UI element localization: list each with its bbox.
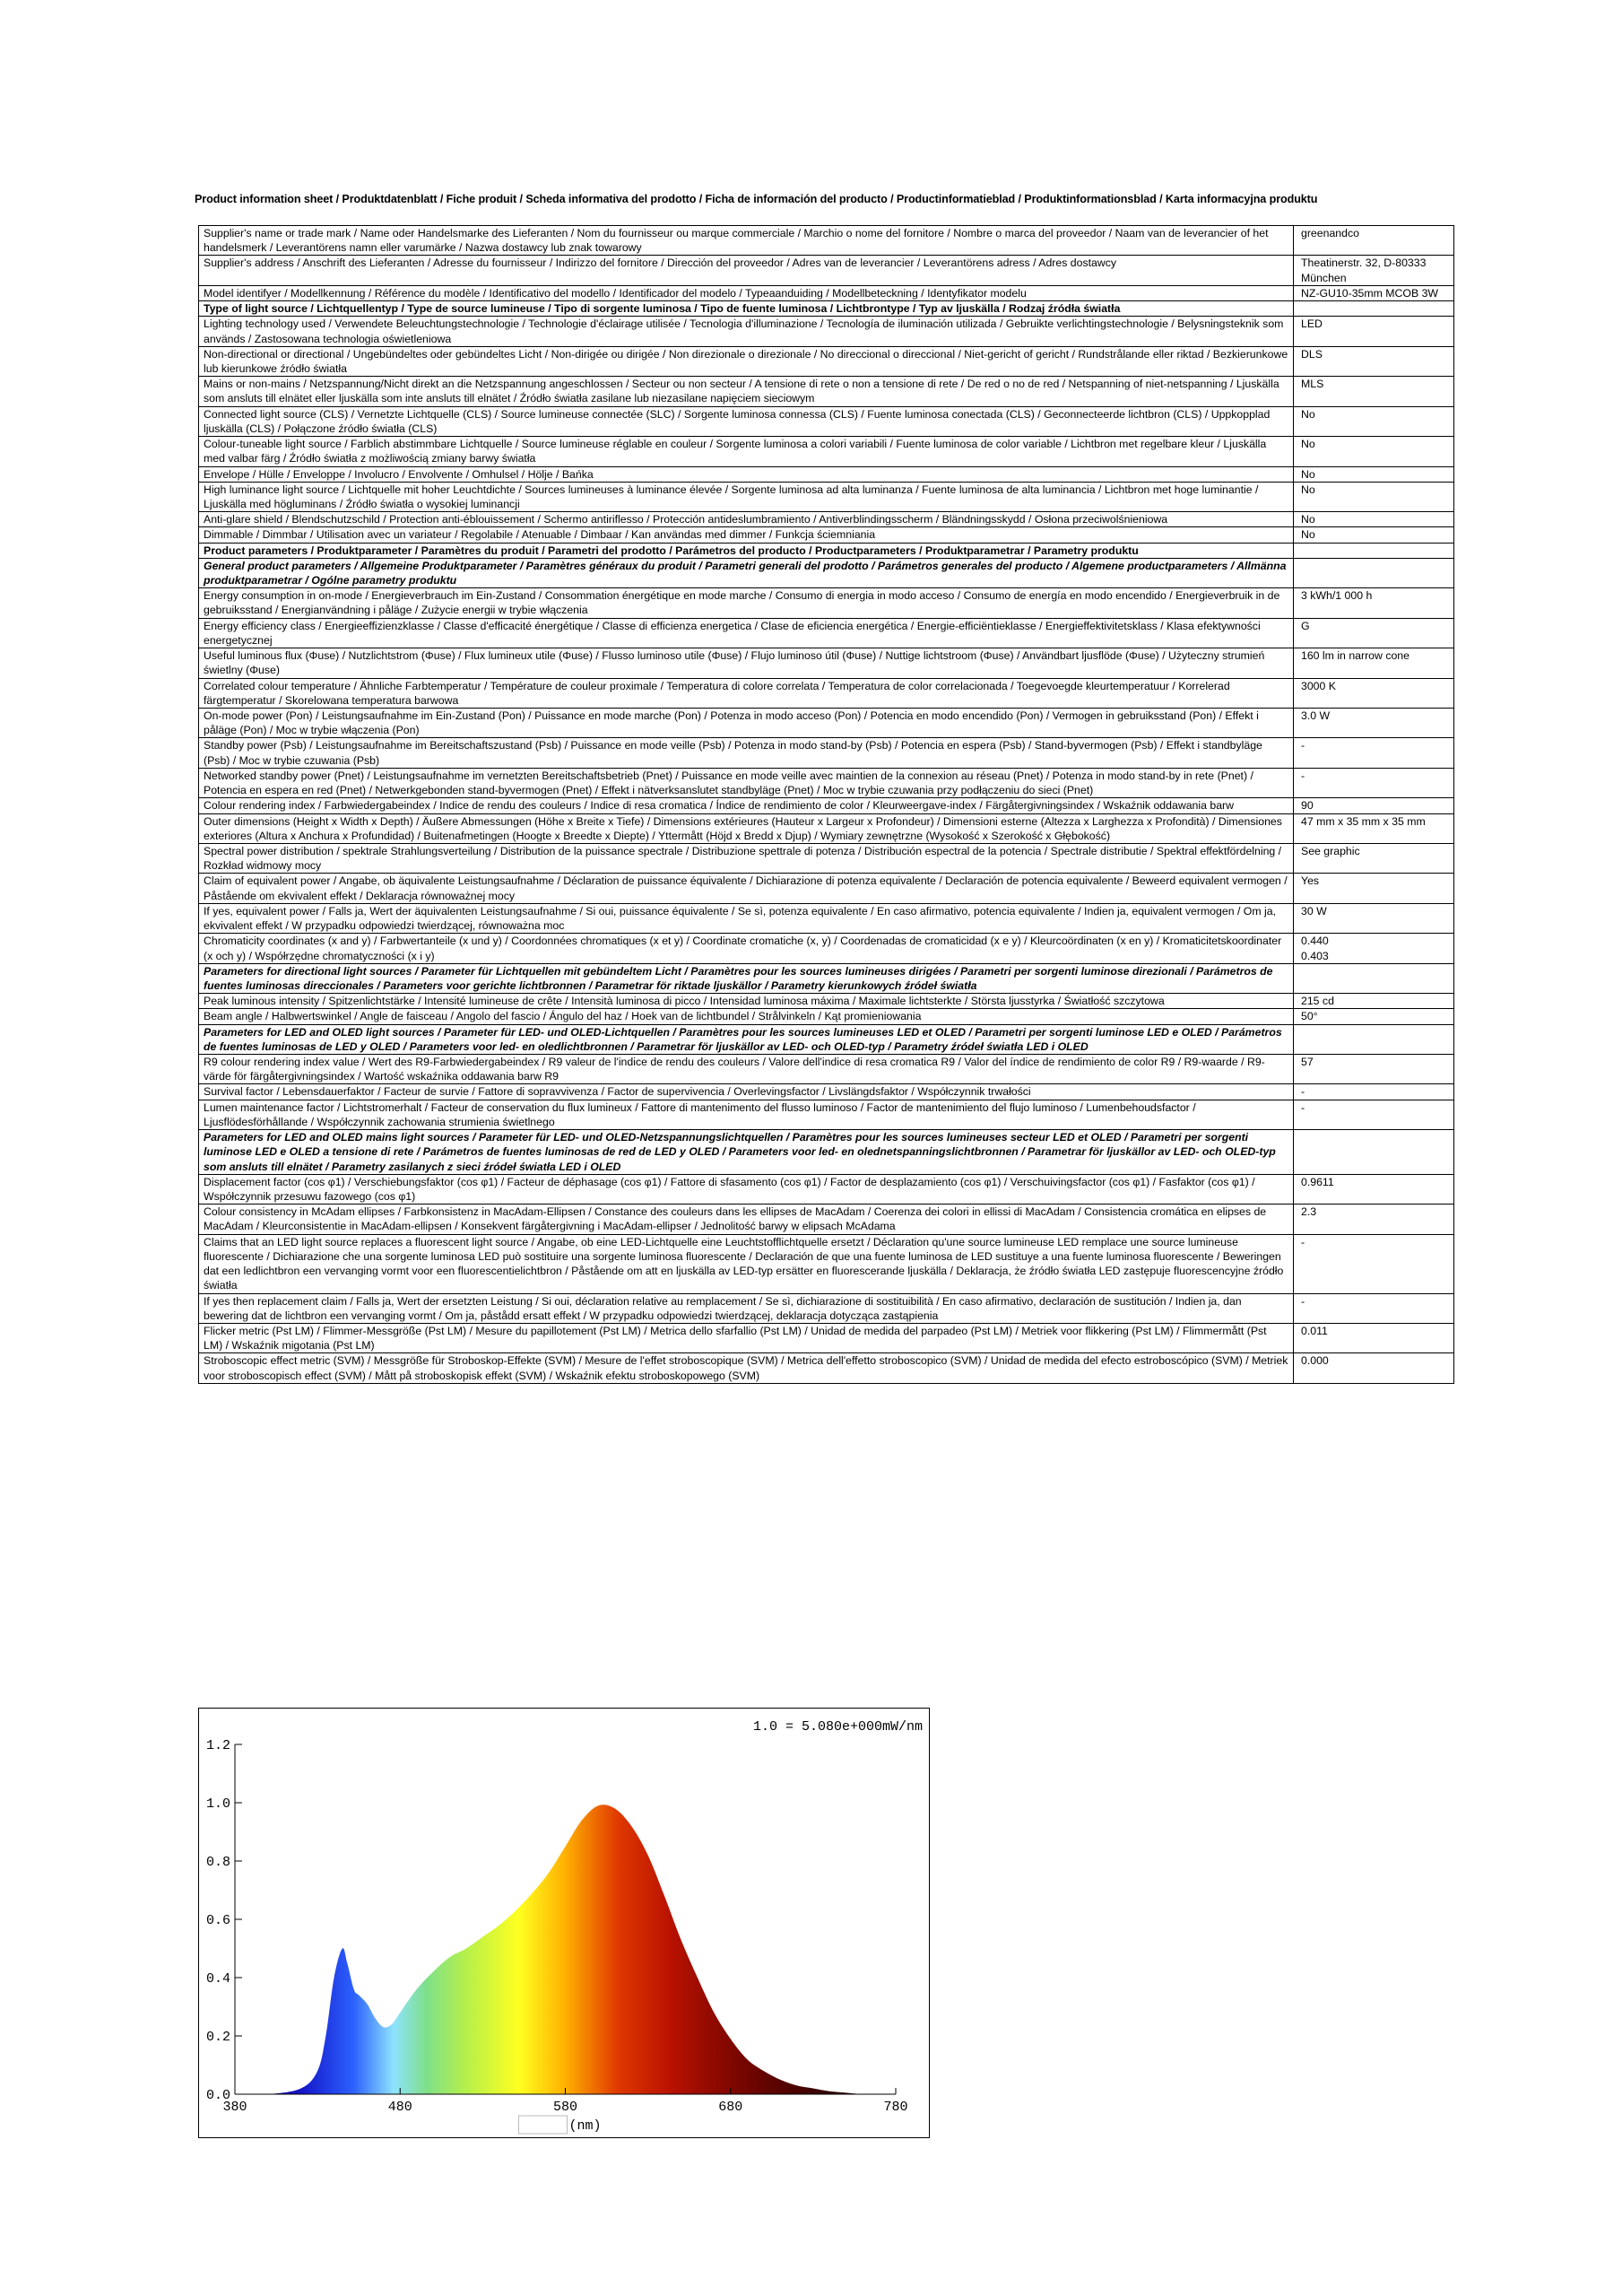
- row-value: No: [1294, 437, 1454, 466]
- row-label: Standby power (Psb) / Leistungsaufnahme im Bereitschaftszustand (Psb) / Puissance en mode veille (Psb) / Potenza in modo stand-by (Psb) / Potencia en espera (Psb) / Stand-byvermogen (Psb) / Effekt i standbyläge (Psb) / Moc w trybie czuwania (Psb): [199, 738, 1294, 768]
- product-info-table: [198, 225, 1454, 1384]
- y-tick-label: 0.4: [205, 1971, 230, 1987]
- table-row: [199, 709, 1454, 738]
- row-label: R9 colour rendering index value / Wert des R9-Farbwiedergabeindex / R9 valeur de l'indice de rendu des couleurs / Valore dell'indice di resa cromatica R9 / Valor del índice de rendimiento de color R9 / R9-waarde / R9-värde för färgåtergivningsindex / Wartość wskaźnika oddawania barw R9: [199, 1055, 1294, 1084]
- spectrum-area: [235, 1805, 896, 2094]
- table-row: [199, 1024, 1454, 1054]
- row-value: [1294, 543, 1454, 558]
- table-row: [199, 768, 1454, 797]
- row-label: Outer dimensions (Height x Width x Depth) / Äußere Abmessungen (Höhe x Breite x Tiefe) / Dimensions extérieures (Hauteur x Largeur x Profondeur) / Dimensioni esterne (Altezza x Larghezza x Profondità) / Dimensiones exteriores (Altura x Anchura x Profundidad) / Buitenafmetingen (Hoogte x Breedte x Diepte) / Yttermått (Höjd x Bredd x Djup) / Wymiary zewnętrzne (Wysokość x Szerokość x Głębokość): [199, 813, 1294, 843]
- table-row: [199, 588, 1454, 618]
- row-value: -: [1294, 1100, 1454, 1129]
- row-value: 0.011: [1294, 1323, 1454, 1352]
- row-label: Flicker metric (Pst LM) / Flimmer-Messgröße (Pst LM) / Mesure du papillotement (Pst LM) / Metrica dello sfarfallio (Pst LM) / Unidad de medida del parpadeo (Pst LM) / Metriek voor flikkering (Pst LM) / Flimmermått (Pst LM) / Wskaźnik migotania (Pst LM): [199, 1323, 1294, 1352]
- y-tick-label: 1.2: [205, 1738, 230, 1753]
- table-row: [199, 1234, 1454, 1293]
- xlabel-box: [519, 2116, 568, 2134]
- row-value: Theatinerstr. 32, D-80333 München: [1294, 256, 1454, 285]
- table-row: [199, 317, 1454, 346]
- row-label: Parameters for LED and OLED light sources / Parameter für LED- und OLED-Lichtquellen / Paramètres pour les sources lumineuses LED et OLED / Parametri per sorgenti luminose LED e OLED / Parámetros de fuentes luminosas de LED y OLED / Parameters voor led- en oledlichtbronnen / Parametrar för ljuskällor av LED- och OLED-typ / Parametry źródeł światła LED i OLED: [199, 1024, 1294, 1054]
- row-value: Yes: [1294, 874, 1454, 903]
- x-axis-label: (nm): [568, 2118, 602, 2134]
- row-value: [1294, 301, 1454, 317]
- table-row: [199, 512, 1454, 527]
- row-value: -: [1294, 1084, 1454, 1100]
- table-row: [199, 1055, 1454, 1084]
- row-label: Chromaticity coordinates (x and y) / Farbwertanteile (x und y) / Coordonnées chromatiques (x et y) / Coordinate cromatiche (x, y) / Coordenadas de cromaticidad (x e y) / Kleurcoördinaten (x en y) / Kromaticitetskoordinater (x och y) / Współrzędne chromatyczności (x i y): [199, 934, 1294, 963]
- row-label: Model identifyer / Modellkennung / Référence du modèle / Identificativo del modello / Identificador del modelo / Typeaanduiding / Modellbeteckning / Identyfikator modelu: [199, 285, 1294, 300]
- table-row: [199, 543, 1454, 558]
- page-title: Product information sheet / Produktdatenblatt / Fiche produit / Scheda informativa del prodotto / Ficha de información del producto / Productinformatieblad / Produktinformationsblad / Karta informacyjna produktu: [195, 193, 1318, 205]
- row-label: Connected light source (CLS) / Vernetzte Lichtquelle (CLS) / Source lumineuse connectée (SLC) / Sorgente luminosa connessa (CLS) / Fuente luminosa conectada (CLS) / Geconnecteerde lichtbron (CLS) / Uppkopplad ljuskälla (CLS) / Połączone źródło światła (CLS): [199, 406, 1294, 436]
- row-label: Survival factor / Lebensdauerfaktor / Facteur de survie / Fattore di sopravvivenza / Factor de supervivencia / Overlevingsfactor / Livslängdsfaktor / Współczynnik trwałości: [199, 1084, 1294, 1100]
- table-row: [199, 256, 1454, 285]
- row-value: LED: [1294, 317, 1454, 346]
- row-value: NZ-GU10-35mm MCOB 3W: [1294, 285, 1454, 300]
- table-row: [199, 1130, 1454, 1175]
- row-label: Claims that an LED light source replaces a fluorescent light source / Angabe, ob eine LED-Lichtquelle eine Leuchtstofflichtquelle ersetzt / Déclaration qu'une source lumineuse LED remplace une source lumineuse fluorescente / Dichiarazione che una sorgente luminosa LED può sostituire una sorgente luminosa fluorescente / Declaración de que una fuente luminosa de LED sustituye a una fuente luminosa fluorescente / Beweringen dat een ledlichtbron een vervanging vormt voor een fluorescentielichtbron / Påstående om att en ljuskälla av LED-typ ersätter en fluorescerande ljuskälla / Deklaracja, że źródło światła LED zastępuje fluorescencyjne źródło światła: [199, 1234, 1294, 1293]
- row-label: Anti-glare shield / Blendschutzschild / Protection anti-éblouissement / Schermo antiriflesso / Protección antideslumbramiento / Antiverblindingsscherm / Bländningsskydd / Osłona przeciwolśnieniowa: [199, 512, 1294, 527]
- row-value: 90: [1294, 798, 1454, 813]
- x-tick-label: 680: [718, 2100, 743, 2115]
- table-row: [199, 1323, 1454, 1352]
- row-label: Colour rendering index / Farbwiedergabeindex / Indice de rendu des couleurs / Indice di resa cromatica / Índice de rendimiento de color / Kleurweergave-index / Färgåtergivningsindex / Wskaźnik oddawania barw: [199, 798, 1294, 813]
- row-value: -: [1294, 738, 1454, 768]
- row-label: Product parameters / Produktparameter / Paramètres du produit / Parametri del prodotto / Parámetros del producto / Productparameters / Produktparametrar / Parametry produktu: [199, 543, 1294, 558]
- row-value: [1294, 963, 1454, 993]
- table-row: [199, 813, 1454, 843]
- row-label: Displacement factor (cos φ1) / Verschiebungsfaktor (cos φ1) / Facteur de déphasage (cos φ1) / Fattore di sfasamento (cos φ1) / Factor de desplazamiento (cos φ1) / Verschuivingsfactor (cos φ1) / Fasfaktor (cos φ1) / Współczynnik przesuwu fazowego (cos φ1): [199, 1174, 1294, 1204]
- x-tick-label: 380: [222, 2100, 247, 2115]
- table-row: [199, 963, 1454, 993]
- row-value: DLS: [1294, 346, 1454, 376]
- row-value: 2.3: [1294, 1205, 1454, 1234]
- row-value: MLS: [1294, 377, 1454, 406]
- x-tick-label: 480: [387, 2100, 412, 2115]
- row-label: On-mode power (Pon) / Leistungsaufnahme im Ein-Zustand (Pon) / Puissance en mode marche (Pon) / Potenza in modo acceso (Pon) / Potencia en modo encendido (Pon) / Vermogen in gebruiksstand (Pon) / Effekt i påläge (Pon) / Moc w trybie włączenia (Pon): [199, 709, 1294, 738]
- row-label: Colour consistency in McAdam ellipses / Farbkonsistenz in MacAdam-Ellipsen / Constance des couleurs dans les ellipses de MacAdam / Coerenza dei colori in ellissi di MacAdam / Consistencia cromática en elipses de MacAdam / Kleurconsistentie in MacAdam-ellipsen / Konsekvent färgåtergivning i MacAdam-ellipser / Jednolitość barwy w elipsach McAdama: [199, 1205, 1294, 1234]
- row-label: Energy efficiency class / Energieeffizienzklasse / Classe d'efficacité énergétique / Classe di efficienza energetica / Clase de eficiencia energética / Energie-efficiëntieklasse / Energieffektivitetsklass / Klasa efektywności energetycznej: [199, 618, 1294, 648]
- table-row: [199, 738, 1454, 768]
- table-row: [199, 466, 1454, 482]
- row-value: greenandco: [1294, 226, 1454, 256]
- row-value: 160 lm in narrow cone: [1294, 648, 1454, 678]
- row-value: [1294, 1130, 1454, 1175]
- chart-annotation: 1.0 = 5.080e+000mW/nm: [752, 1719, 923, 1735]
- row-value: 57: [1294, 1055, 1454, 1084]
- table-row: [199, 1205, 1454, 1234]
- row-label: Colour-tuneable light source / Farblich abstimmbare Lichtquelle / Source lumineuse réglable en couleur / Sorgente luminosa a colori variabili / Fuente luminosa de color variable / Lichtbron met regelbare kleur / Ljuskälla med valbar färg / Źródło światła z możliwością zmiany barwy światła: [199, 437, 1294, 466]
- table-row: [199, 527, 1454, 543]
- row-label: Peak luminous intensity / Spitzenlichtstärke / Intensité lumineuse de crête / Intensità luminosa di picco / Intensidad luminosa máxima / Maximale lichtsterkte / Största ljusstyrka / Światłość szczytowa: [199, 994, 1294, 1009]
- row-value: 0.9611: [1294, 1174, 1454, 1204]
- table-row: [199, 482, 1454, 511]
- x-tick-label: 780: [883, 2100, 908, 2115]
- y-tick-label: 0.6: [205, 1913, 230, 1928]
- row-label: Energy consumption in on-mode / Energieverbrauch im Ein-Zustand / Consommation énergétique en mode marche / Consumo di energia in modo acceso / Consumo de energía en modo encendido / Energieverbruik in de gebruiksstand / Energianvändning i påläge / Zużycie energii w trybie włączenia: [199, 588, 1294, 618]
- row-label: Networked standby power (Pnet) / Leistungsaufnahme im vernetzten Bereitschaftsbetrieb (Pnet) / Puissance en mode veille avec maintien de la connexion au réseau (Pnet) / Potenza in modo stand-by in rete (Pnet) / Potencia en espera en red (Pnet) / Netwerkgebonden stand-byvermogen (Pnet) / Effekt i nätverksanslutet standbyläge (Pnet) / Moc w trybie czuwania przy podłączeniu do sieci (Pnet): [199, 768, 1294, 797]
- row-value: No: [1294, 466, 1454, 482]
- row-label: Envelope / Hülle / Enveloppe / Involucro / Envolvente / Omhulsel / Hölje / Bańka: [199, 466, 1294, 482]
- row-label: Supplier's name or trade mark / Name oder Handelsmarke des Lieferanten / Nom du fournisseur ou marque commerciale / Marchio o nome del fornitore / Nombre o marca del proveedor / Naam van de leverancier of het handelsmerk / Leverantörens namn eller varumärke / Nazwa dostawcy lub znak towarowy: [199, 226, 1294, 256]
- row-value: 0.000: [1294, 1353, 1454, 1383]
- table-row: [199, 1009, 1454, 1024]
- table-row: [199, 1084, 1454, 1100]
- row-value: -: [1294, 1293, 1454, 1323]
- row-value: 30 W: [1294, 903, 1454, 933]
- row-label: Lumen maintenance factor / Lichtstromerhalt / Facteur de conservation du flux lumineux / Fattore di mantenimento del flusso luminoso / Factor de mantenimiento del flujo luminoso / Lumenbehoudsfactor / Ljusflödesförhållande / Współczynnik zachowania strumienia świetlnego: [199, 1100, 1294, 1129]
- table-row: [199, 226, 1454, 256]
- y-tick-label: 0.8: [205, 1855, 230, 1870]
- table-row: [199, 1293, 1454, 1323]
- row-label: Supplier's address / Anschrift des Lieferanten / Adresse du fournisseur / Indirizzo del fornitore / Dirección del proveedor / Adres van de leverancier / Leverantörens adress / Adres dostawcy: [199, 256, 1294, 285]
- table-row: [199, 874, 1454, 903]
- table-row: [199, 1353, 1454, 1383]
- table-row: [199, 618, 1454, 648]
- row-label: High luminance light source / Lichtquelle mit hoher Leuchtdichte / Sources lumineuses à luminance élevée / Sorgente luminosa ad alta luminanza / Fuente luminosa de alta luminancia / Lichtbron met hoge luminantie / Ljuskälla med högluminans / Źródło światła o wysokiej luminancji: [199, 482, 1294, 511]
- row-value: 3 kWh/1 000 h: [1294, 588, 1454, 618]
- row-value: 215 cd: [1294, 994, 1454, 1009]
- y-tick-label: 0.2: [205, 2030, 230, 2045]
- row-value: 47 mm x 35 mm x 35 mm: [1294, 813, 1454, 843]
- row-label: Parameters for directional light sources / Parameter für Lichtquellen mit gebündeltem Licht / Paramètres pour les sources lumineuses dirigées / Parametri per sorgenti luminose direzionali / Parámetros de fuentes luminosas direccionales / Parameters voor gerichte lichtbronnen / Parametrar för riktade ljuskällor / Parametry kierunkowych źródeł światła: [199, 963, 1294, 993]
- y-tick-label: 1.0: [205, 1796, 230, 1812]
- row-label: General product parameters / Allgemeine Produktparameter / Paramètres généraux du produit / Parametri generali del prodotto / Parámetros generales del producto / Algemene productparameters / Allmänna produktparametrar / Ogólne parametry produktu: [199, 558, 1294, 587]
- row-label: Correlated colour temperature / Ähnliche Farbtemperatur / Température de couleur proximale / Temperatura di colore correlata / Temperatura de color correlacionada / Toegevoegde kleurtemperatuur / Korrelerad färgtemperatur / Skorelowana temperatura barwowa: [199, 678, 1294, 708]
- spectral-power-chart: [198, 1708, 930, 2138]
- row-value: 3000 K: [1294, 678, 1454, 708]
- spectral-chart-svg: [199, 1709, 931, 2139]
- table-row: [199, 678, 1454, 708]
- row-label: Dimmable / Dimmbar / Utilisation avec un variateur / Regolabile / Atenuable / Dimbaar / Kan användas med dimmer / Funkcja ściemniania: [199, 527, 1294, 543]
- table-row: [199, 346, 1454, 376]
- row-value: G: [1294, 618, 1454, 648]
- row-label: Parameters for LED and OLED mains light sources / Parameter für LED- und OLED-Netzspannungslichtquellen / Paramètres pour les sources lumineuses secteur LED et OLED / Parametri per sorgenti luminose LED e OLED a tensione di rete / Parámetros de fuentes luminosas de red de LED y OLED / Parameters voor led- en olednetspanningslichtbronnen / Parametrar för ljuskällor av LED- och OLED-typ som ansluts till elnätet / Parametry zasilanych z sieci źródeł światła LED i OLED: [199, 1130, 1294, 1175]
- row-value: No: [1294, 527, 1454, 543]
- row-label: Type of light source / Lichtquellentyp / Type de source lumineuse / Tipo di sorgente luminosa / Tipo de fuente luminosa / Lichtbrontype / Typ av ljuskälla / Rodzaj źródła światła: [199, 301, 1294, 317]
- row-value: -: [1294, 768, 1454, 797]
- table-row: [199, 934, 1454, 963]
- row-label: Mains or non-mains / Netzspannung/Nicht direkt an die Netzspannung angeschlossen / Secteur ou non secteur / A tensione di rete o non a tensione di rete / De red o no de red / Netspanning of niet-netspanning / Ljuskälla som ansluts till elnätet eller ljuskälla som inte ansluts till elnätet / Źródło światła zasilane lub niezasilane napięciem sieciowym: [199, 377, 1294, 406]
- table-row: [199, 1100, 1454, 1129]
- row-label: If yes, equivalent power / Falls ja, Wert der äquivalenten Leistungsaufnahme / Si oui, puissance équivalente / Se sì, potenza equivalente / En caso afirmativo, potencia equivalente / Indien ja, equivalent vermogen / Om ja, ekvivalent effekt / W przypadku odpowiedzi twierdzącej, równoważna moc: [199, 903, 1294, 933]
- row-label: If yes then replacement claim / Falls ja, Wert der ersetzten Leistung / Si oui, déclaration relative au remplacement / Se sì, dichiarazione di sostituibilità / En caso afirmativo, declaración de sustitución / Indien ja, dan bewering dat de lichtbron een vervanging vormt / Om ja, påstådd ersatt effekt / W przypadku odpowiedzi twierdzącej, deklaracja dotycząca zastąpienia: [199, 1293, 1294, 1323]
- x-tick-label: 580: [552, 2100, 578, 2115]
- row-label: Claim of equivalent power / Angabe, ob äquivalente Leistungsaufnahme / Déclaration de puissance équivalente / Dichiarazione di potenza equivalente / Declaración de potencia equivalente / Beweerd equivalent vermogen / Påstående om ekvivalent effekt / Deklaracja równoważnej mocy: [199, 874, 1294, 903]
- row-value: 3.0 W: [1294, 709, 1454, 738]
- table-row: [199, 301, 1454, 317]
- row-value: No: [1294, 512, 1454, 527]
- table-row: [199, 994, 1454, 1009]
- table-row: [199, 843, 1454, 873]
- table-row: [199, 648, 1454, 678]
- table-row: [199, 903, 1454, 933]
- table-row: [199, 558, 1454, 587]
- row-label: Useful luminous flux (Φuse) / Nutzlichtstrom (Φuse) / Flux lumineux utile (Φuse) / Flusso luminoso utile (Φuse) / Flujo luminoso útil (Φuse) / Nuttige lichtstroom (Φuse) / Användbart ljusflöde (Φuse) / Użyteczny strumień świetlny (Φuse): [199, 648, 1294, 678]
- table-row: [199, 1174, 1454, 1204]
- row-label: Stroboscopic effect metric (SVM) / Messgröße für Stroboskop-Effekte (SVM) / Mesure de l'effet stroboscopique (SVM) / Metrica dell'effetto stroboscopico (SVM) / Unidad de medida del efecto estroboscópico (SVM) / Metriek voor stroboscopisch effect (SVM) / Mått på stroboskopisk effekt (SVM) / Wskaźnik efektu stroboskopowego (SVM): [199, 1353, 1294, 1383]
- row-value: [1294, 558, 1454, 587]
- table-row: [199, 377, 1454, 406]
- table-row: [199, 437, 1454, 466]
- table-row: [199, 406, 1454, 436]
- row-value: 50°: [1294, 1009, 1454, 1024]
- row-label: Spectral power distribution / spektrale Strahlungsverteilung / Distribution de la puissance spectrale / Distribuzione spettrale di potenza / Distribución espectral de la potencia / Spectrale distributie / Spektral effektfördelning / Rozkład widmowy mocy: [199, 843, 1294, 873]
- row-value: 0.440 0.403: [1294, 934, 1454, 963]
- table-row: [199, 285, 1454, 300]
- y-tick-label: 0.0: [205, 2088, 230, 2103]
- row-label: Non-directional or directional / Ungebündeltes oder gebündeltes Licht / Non-dirigée ou dirigée / Non direzionale o direzionale / No direccional o direccional / Niet-gericht of gericht / Rundstrålande eller riktad / Bezkierunkowe lub kierunkowe źródło światła: [199, 346, 1294, 376]
- row-value: -: [1294, 1234, 1454, 1293]
- row-value: No: [1294, 482, 1454, 511]
- table-row: [199, 798, 1454, 813]
- row-value: No: [1294, 406, 1454, 436]
- row-label: Lighting technology used / Verwendete Beleuchtungstechnologie / Technologie d'éclairage utilisée / Tecnologia d'illuminazione / Tecnología de iluminación utilizada / Gebruikte verlichtingstechnologie / Belysningsteknik som används / Zastosowana technologia oświetleniowa: [199, 317, 1294, 346]
- row-label: Beam angle / Halbwertswinkel / Angle de faisceau / Angolo del fascio / Ángulo del haz / Hoek van de lichtbundel / Strålvinkeln / Kąt promieniowania: [199, 1009, 1294, 1024]
- row-value: [1294, 1024, 1454, 1054]
- row-value: See graphic: [1294, 843, 1454, 873]
